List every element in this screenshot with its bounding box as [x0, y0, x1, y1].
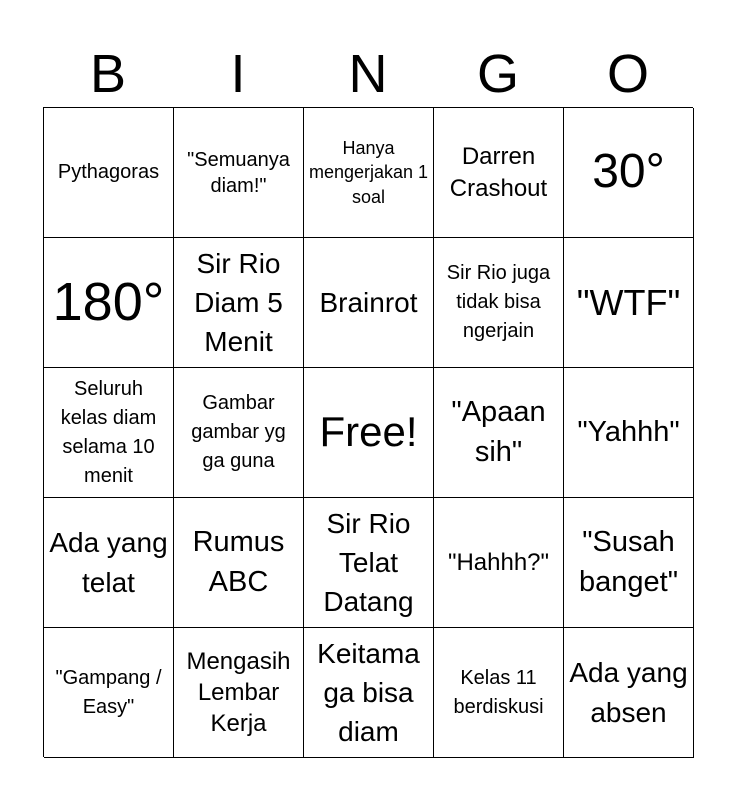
header-letter-g: G [476, 44, 519, 104]
bingo-cell-text: 30° [592, 145, 665, 199]
bingo-cell[interactable] [434, 368, 564, 498]
bingo-cell-text: 180° [52, 271, 165, 332]
bingo-cell[interactable] [564, 368, 694, 498]
bingo-cell[interactable] [434, 108, 564, 238]
bingo-cell[interactable] [174, 368, 304, 498]
bingo-cell-text: "Gampang / Easy" [55, 666, 162, 718]
bingo-cell[interactable] [564, 238, 694, 368]
bingo-cell[interactable] [44, 368, 174, 498]
header-letter-o: O [606, 44, 649, 104]
bingo-cell-text: Sir Rio juga tidak bisa ngerjain [446, 262, 551, 342]
bingo-cell[interactable] [304, 498, 434, 628]
bingo-cell-text: Ada yang absen [569, 657, 688, 728]
bingo-cell-text: Pythagoras [57, 161, 160, 183]
free-space[interactable] [304, 368, 434, 498]
header-letter-b: B [89, 44, 127, 104]
bingo-cell-text: Brainrot [319, 286, 418, 318]
bingo-cell-text: Darren Crashout [449, 143, 548, 202]
bingo-cell[interactable] [174, 238, 304, 368]
bingo-cell-text: Sir Rio Diam 5 Menit [194, 247, 283, 358]
bingo-cell[interactable] [434, 498, 564, 628]
bingo-cell[interactable] [174, 498, 304, 628]
bingo-cell-text: "Semuanya diam!" [187, 148, 290, 197]
bingo-cell[interactable] [304, 628, 434, 758]
bingo-header [43, 40, 693, 108]
bingo-cell-text: "Hahhh?" [447, 548, 550, 576]
bingo-cell[interactable] [174, 628, 304, 758]
bingo-cell[interactable] [44, 628, 174, 758]
free-space-text: Free! [319, 408, 418, 456]
bingo-cell-text: "Susah banget" [579, 526, 678, 598]
bingo-cell-text: Gambar gambar yg ga guna [191, 392, 286, 472]
bingo-cell[interactable] [44, 238, 174, 368]
bingo-card [43, 107, 693, 757]
bingo-cell-text: Seluruh kelas diam selama 10 menit [60, 377, 157, 487]
bingo-cell[interactable] [564, 108, 694, 238]
bingo-cell[interactable] [44, 108, 174, 238]
bingo-cell[interactable] [434, 628, 564, 758]
bingo-cell-text: "Apaan sih" [451, 396, 546, 468]
bingo-cell[interactable] [564, 498, 694, 628]
bingo-cell-text: Rumus ABC [192, 526, 285, 598]
bingo-cell[interactable] [174, 108, 304, 238]
bingo-cell[interactable] [304, 108, 434, 238]
bingo-cell[interactable] [564, 628, 694, 758]
bingo-cell-text: Hanya mengerjakan 1 soal [308, 138, 429, 207]
bingo-cell[interactable] [304, 238, 434, 368]
header-letter-n: N [348, 44, 388, 104]
bingo-cell-text: "Yahhh" [577, 415, 680, 448]
bingo-cell-text: Sir Rio Telat Datang [323, 507, 414, 618]
bingo-cell[interactable] [44, 498, 174, 628]
header-letter-i: I [230, 44, 246, 104]
bingo-cell-text: "WTF" [576, 281, 681, 323]
bingo-cell-text: Kelas 11 berdiskusi [453, 666, 544, 718]
bingo-cell-text: Ada yang telat [49, 527, 168, 598]
bingo-cell-text: Mengasih Lembar Kerja [186, 647, 291, 738]
bingo-cell[interactable] [434, 238, 564, 368]
bingo-cell-text: Keitama ga bisa diam [317, 637, 420, 748]
